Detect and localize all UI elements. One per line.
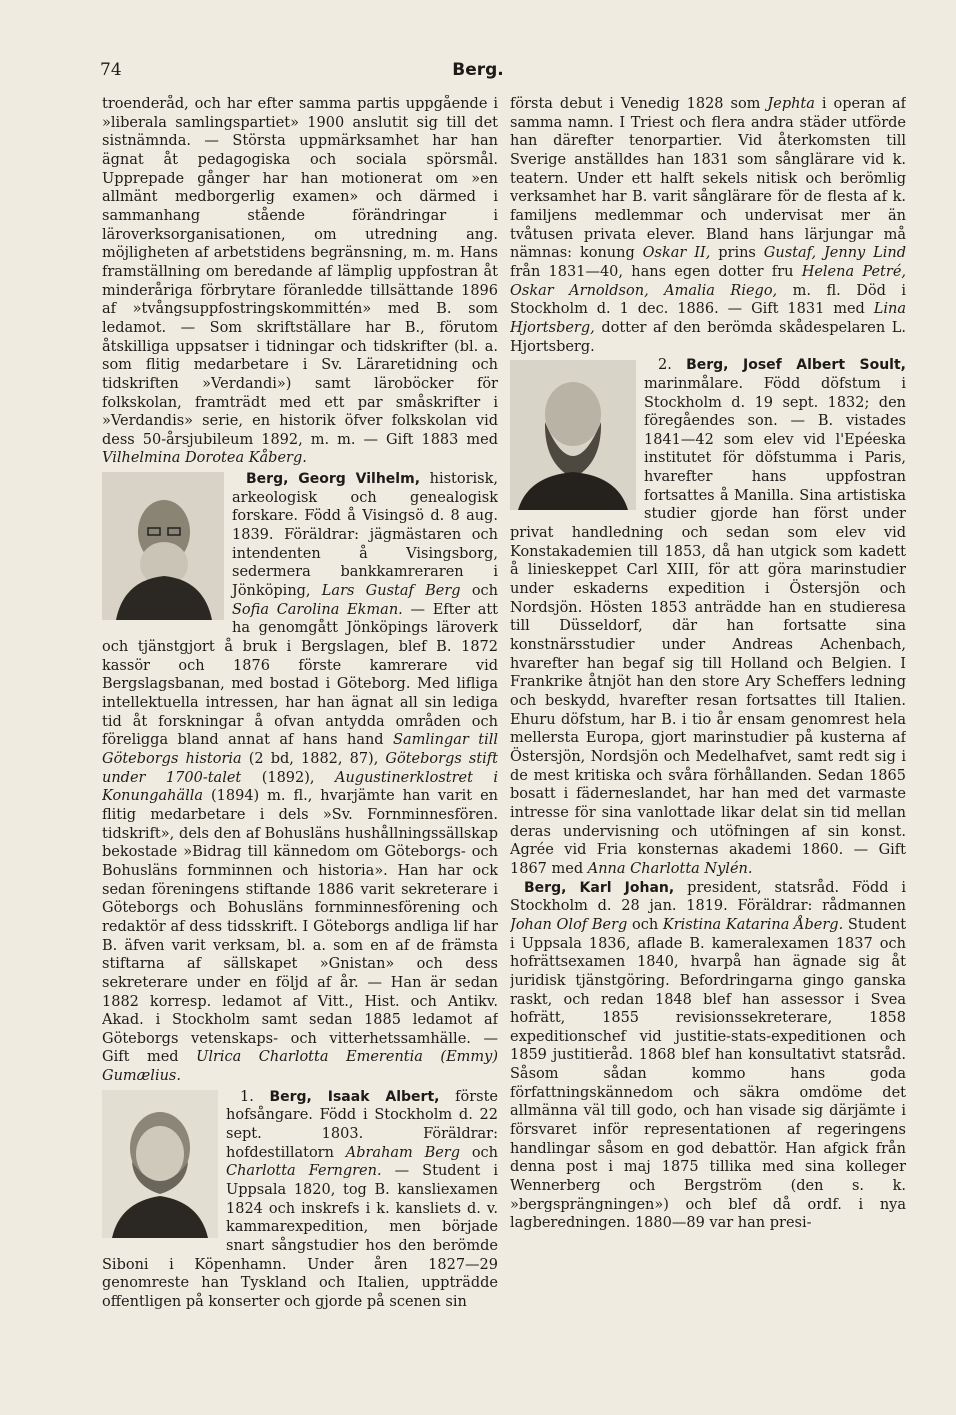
- portrait-image: [102, 472, 224, 620]
- wife-name: Vilhelmina Dorotea Kåberg.: [102, 450, 307, 467]
- heading-josef: Berg, Josef Albert Soult,: [686, 357, 906, 374]
- portrait-josef: [510, 360, 636, 510]
- entry-josef: 2. Berg, Josef Albert Soult, marinmålare. Född döfstum i Stockholm d. 19 sept. 1832; den föregåendes son. — B. vistades 1841—42 som elev vid l'Epéeska institutet för döfstumma i Paris, hvarefter hans uppfostran fortsattes å Manilla. Sina artistiska studier gjorde han först under privat handledning och sedan som elev vid Konstakademien till 1853, då han utgick som kadett å linieskeppet Carl XIII, för att göra marinstudier under eskaderns expedition i Östersjön och Nordsjön. Hösten 1853 anträdde han en studieresa till Düsseldorf, där han fortsatte sina konstnärsstudier under Andreas Achenbach, hvarefter han begaf sig till Holland och Belgien. I Frankrike åtnjöt han den store Ary Scheffers ledning och beskydd, hvarefter resan fortsattes till Italien. Ehuru döfstum, har B. i tio år ensam genomrest hela mellersta Europa, gjort marinstudier på kusterna af Östersjön, Nordsjön och Medelhafvet, samt redt sig i de mest kritiska och svåra förhållanden. Sedan 1865 bosatt i fäderneslandet, har han med det varmaste intresse för sina vanlottade likar delat sin tid mellan deras undervisning och utöfningen af sin konst. Agrée vid Fria konsternas akademi 1860. — Gift 1867 med Anna Charlotta Nylén.: [510, 357, 906, 877]
- running-head: Berg.: [452, 60, 504, 80]
- entry-isaak: 1. Berg, Isaak Albert, förste hofsångare. Född i Stockholm d. 22 sept. 1803. Föräldrar: hofdestillatorn Abraham Berg och Charlotta Ferngren. — Student i Uppsala 1820, tog B. kansliexamen 1824 och inskrefs i k. kansliets d. v. kammarexpedition, men började snart sångstudier hos den berömde Siboni i Köpenhamn. Under åren 1827—29 genomreste han Tyskland och Italien, uppträdde offentligen på konserter och gjorde på scenen sin: [102, 1088, 498, 1310]
- heading-georg: Berg, Georg Vilhelm,: [246, 471, 421, 488]
- portrait-image: [510, 360, 636, 510]
- page-header: [0, 60, 956, 90]
- entry-georg: Berg, Georg Vilhelm, historisk, arkeologisk och genealogisk forskare. Född å Visingsö d. 8 aug. 1839. Föräldrar: jägmästaren och intendenten å Visingsborg, sedermera bankkamreraren i Jönköping, Lars Gustaf Berg och Sofia Carolina Ekman. — Efter att ha genomgått Jönköpings läroverk och tjänstgjort å bruk i Bergslagen, blef B. 1872 kassör och 1876 förste kamrerare vid Bergslagsbanan, med bostad i Göteborg. Med lifliga intellektuella intressen, har han ägnat all sin lediga tid åt forskningar å ofvan antydda områden och föreligga bland annat af hans hand Samlingar till Göteborgs historia (2 bd, 1882, 87), Göteborgs stift under 1700-talet (1892), Augustinerklostret i Konungahälla (1894) m. fl., hvarjämte han varit en flitig medarbetare i dels »Sv. Fornminnesfören. tidskrift», dels den af Bohusläns hushållningssällskap bekostade »Bidrag till kännedom om Göteborgs- och Bohusläns fornminnen och historia». Han har ock sedan föreningens stiftande 1886 varit sekreterare i Göteborgs och Bohusläns fornminnesförening och redaktör af dess tidsskrift. I Göteborgs andliga lif har B. äfven varit verksam, bl. a. som en af de främsta stiftarna af sällskapet »Gnistan» och dess sekreterare under en följd af år. — Han är sedan 1882 korresp. ledamot af Vitt., Hist. och Antikv. Akad. i Stockholm samt sedan 1885 ledamot af Göteborgs vetenskaps- och vitterhetssamhälle. — Gift med Ulrica Charlotta Emerentia (Emmy) Gumælius.: [102, 471, 498, 1085]
- right-column: [510, 95, 906, 1395]
- intro-paragraph: troenderåd, och har efter samma partis uppgående i »liberala samlingspartiet» 1900 anslutit sig till det sistnämnda. — Största uppmärksamhet har han ägnat åt pedagogiska och sociala spörsmål. Upprepade gånger har han motionerat om »en allmänt medborgerlig examen» och därmed i sammanhang stående förändringar i läroverksorganisationen, om utredning ang. möjligheten af arbetstidens begränsning, m. m. Hans framställning om beredande af lämplig uppfostran åt minderåriga förbrytare föranledde tillsättande 1896 af »tvångsuppfostringskommittén» med B. som ledamot. — Som skriftställare har B., förutom åtskilliga uppsatser i tidningar och tidskrifter (bl. a. som flitig medarbetare i Sv. Läraretidning och tidskriften »Verdandi») samt läroböcker för folkskolan, framträdt med ett par småskrifter i »Verdandis» serie, en historik öfver folkskolan vid dess 50-årsjubileum 1892, m. m. — Gift 1883 med Vilhelmina Dorotea Kåberg.: [102, 96, 498, 467]
- entry-isaak-continued: första debut i Venedig 1828 som Jephta i operan af samma namn. I Triest och flera andra städer utförde han därefter tenorpartier. Vid återkomsten till Sverige anställdes han 1831 som sånglärare vid k. teatern. Under ett halft sekels nitisk och berömlig verksamhet har B. varit sånglärare för de flesta af k. familjens medlemmar och undervisat mer än tvåtusen privata elever. Bland hans lärjungar må nämnas: konung Oskar II, prins Gustaf, Jenny Lind från 1831—40, hans egen dotter fru Helena Petré, Oskar Arnoldson, Amalia Riego, m. fl. Död i Stockholm d. 1 dec. 1886. — Gift 1831 med Lina Hjortsberg, dotter af den berömda skådespelaren L. Hjortsberg.: [510, 96, 906, 355]
- portrait-isaak: [102, 1090, 218, 1238]
- entry-karl: Berg, Karl Johan, president, statsråd. Född i Stockholm d. 28 jan. 1819. Föräldrar: rådmannen Johan Olof Berg och Kristina Katarina Åberg. Student i Uppsala 1836, aflade B. kameralexamen 1837 och hofrättsexamen 1840, hvarpå han ägnade sig åt juridisk tjänstgöring. Befordringarna gingo ganska raskt, och redan 1848 blef han assessor i Svea hofrätt, 1855 revisionssekreterare, 1858 expeditionschef vid justitie-stats-expeditionen och 1859 justitieråd. 1868 blef han konsultativt statsråd. Såsom sådan kommo hans goda författningskännedom och säkra omdöme det allmänna väl till godo, och han visade sig därjämte i försvaret inför representationen af regeringens handlingar såsom en god debattör. Han afgick från denna post i maj 1875 tillika med sina kolleger Wennerberg och Bergström (den s. k. »bergsprängningen») och blef då ordf. i nya lagberedningen. 1880—89 var han presi-: [510, 879, 906, 1232]
- heading-isaak: Berg, Isaak Albert,: [269, 1088, 440, 1105]
- heading-karl: Berg, Karl Johan,: [524, 879, 675, 896]
- left-column: [102, 95, 498, 1395]
- page-number: 74: [100, 60, 122, 80]
- portrait-georg: [102, 472, 224, 620]
- portrait-image: [102, 1090, 218, 1238]
